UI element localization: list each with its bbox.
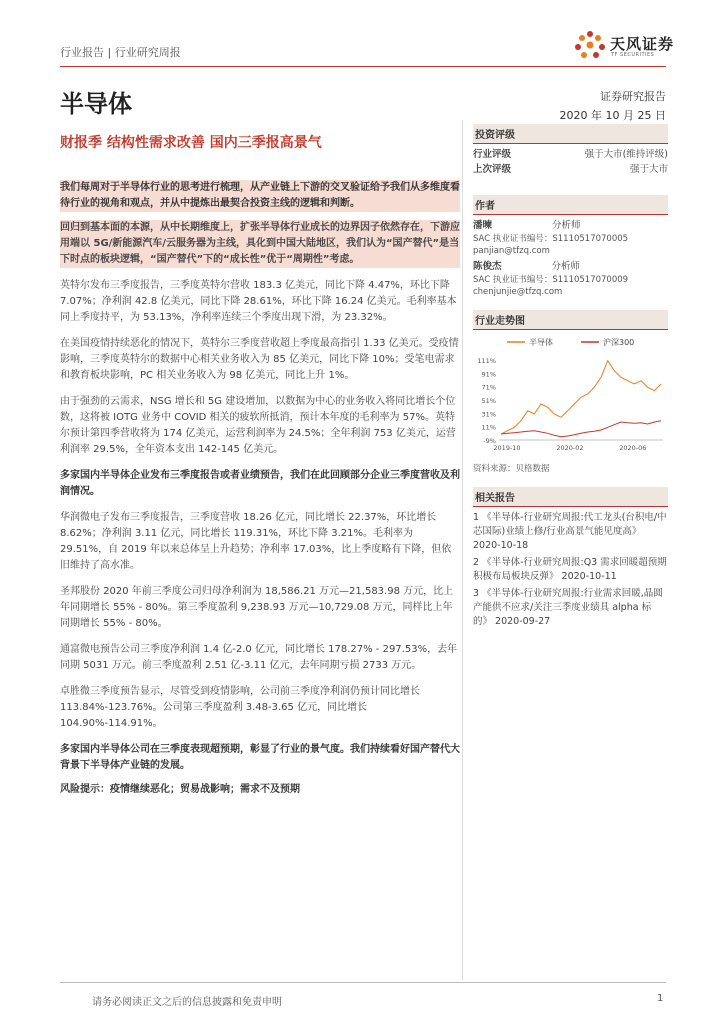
related-report-item[interactable]: 2 《半导体-行业研究周报:Q3 需求回暖超预期 积极布局板块反弹》 2020-10-11 — [473, 557, 667, 582]
y-tick-label: -9% — [483, 437, 496, 445]
y-tick-label: 11% — [481, 423, 496, 432]
author-role: 分析师 — [551, 261, 581, 272]
rating-label: 行业评级 — [473, 149, 512, 160]
author-role: 分析师 — [552, 220, 581, 231]
trend-chart — [473, 330, 668, 458]
sgmicro-paragraph: 圣邦股份 2020 年前三季度公司归母净利润为 18,586.21 万元—21,583.98 万元，比上年同期增长 55% - 80%。第三季度盈利 9,238.93 万元—10,729.08 万元，同样比上年同期增长 55% - 80%。 — [60, 586, 454, 629]
y-tick-label: 71% — [481, 383, 496, 392]
x-tick-label: 2020-02 — [556, 444, 584, 452]
report-category: 行业报告 | 行业研究周报 — [60, 46, 181, 59]
header-divider — [60, 66, 666, 67]
legend-label: 沪深300 — [603, 338, 635, 347]
y-tick-label: 91% — [481, 370, 496, 379]
author-name: 陈俊杰 — [473, 261, 502, 272]
legend-label: 半导体 — [529, 338, 553, 347]
author-heading: 作者 — [473, 195, 668, 215]
intel-outlook-paragraph: 由于强劲的云需求，NSG 增长和 5G 建设增加，以数据为中心的业务收入将同比增长个位数，这将被 IOTG 业务中 COVID 相关的疲软所抵消，预计本年度的毛利率为 57%。英特尔预计第四季营收将为 174 亿美元，运营利润率为 24.5%；全年利润 753 亿美元，运营利润率 29.5%，全年资本支出 142-145 亿美元。 — [60, 396, 456, 455]
y-tick-label: 31% — [481, 410, 496, 419]
related-report-item[interactable]: 1 《半导体-行业研究周报:代工龙头(台积电/中芯国际)业绩上修/行业高景气能见度高》 2020-10-18 — [473, 512, 667, 551]
author-sac: SAC 执业证书编号：S1110517070009 — [473, 275, 629, 285]
report-subtitle: 财报季 结构性需求改善 国内三季报高景气 — [60, 135, 322, 151]
y-tick-label: 111% — [477, 357, 496, 365]
logo-name: 天风证券 — [610, 35, 675, 53]
conclusion-paragraph: 多家国内半导体公司在三季度表现超预期，彰显了行业的景气度。我们持续看好国产替代大背景下半导体产业链的发展。 — [60, 744, 460, 771]
column-divider — [462, 120, 463, 980]
x-tick-label: 2020-06 — [619, 444, 647, 452]
intel-report-paragraph: 英特尔发布三季度报告，三季度英特尔营收 183.3 亿美元，同比下降 4.47%，环比下降 7.07%；净利润 42.8 亿美元，同比下降 28.61%，环比下降 16.24 亿美元。毛利率基本同上季度持平，为 53.13%，净利率连续三个季度出现下滑，为 23.32%。 — [60, 280, 457, 323]
rating-value: 强于大市 — [629, 164, 668, 175]
rating-row — [473, 162, 668, 177]
logo-english: TF SECURITIES — [611, 52, 655, 58]
sidebar — [473, 124, 668, 629]
intro-paragraph: 我们每周对于半导体行业的思考进行梳理，从产业链上下游的交叉验证给予我们从多维度看待行业的视角和观点，并从中提炼出最契合投资主线的逻辑和判断。 — [60, 180, 460, 212]
crmicro-paragraph: 华润微电子发布三季度报告，三季度营收 18.26 亿元，同比增长 22.37%，环比增长 8.62%；净利润 3.11 亿元，同比增长 119.31%，环比下降 3.21%。毛利率为 29.51%，自 2019 年以来总体呈上升趋势；净利率 17.03%，比上季度略有下降，但依旧维持了高水准。 — [60, 512, 452, 571]
y-tick-label: 51% — [481, 397, 496, 405]
rating-label: 上次评级 — [473, 164, 512, 175]
author-block — [473, 218, 668, 257]
maxscend-paragraph: 卓胜微三季度预告显示，尽管受到疫情影响，公司前三季度净利润仍预计同比增长 113.84%-123.76%。公司第三季度盈利 3.48-3.65 亿元，同比增长 104.90%-114.91%。 — [60, 686, 420, 729]
chart-heading: 行业走势图 — [473, 310, 668, 330]
author-block — [473, 259, 668, 298]
related-report-item[interactable]: 3 《半导体-行业研究周报:行业需求回暖,晶圆产能供不应求/关注三季度业绩具 alpha 标的》 2020-09-27 — [473, 588, 663, 627]
author-email[interactable]: panjian@tfzq.com — [473, 246, 550, 256]
related-list — [473, 511, 668, 629]
related-heading: 相关报告 — [473, 487, 668, 507]
author-email[interactable]: chenjunjie@tfzq.com — [473, 287, 563, 297]
page-number: 1 — [657, 993, 664, 1004]
footer-disclaimer[interactable]: 请务必阅读正文之后的信息披露和免责申明 — [92, 997, 282, 1008]
author-name: 潘暕 — [473, 220, 493, 231]
main-body — [60, 180, 460, 798]
footer-divider — [60, 982, 666, 983]
series-line — [501, 421, 661, 437]
tfme-paragraph: 通富微电预告公司三季度净利润 1.4 亿-2.0 亿元，同比增长 178.27% - 297.53%，去年同期 5031 万元。前三季度盈利 2.51 亿-3.11 亿元，去年同期亏损 2733 万元。 — [60, 644, 458, 671]
rating-heading: 投资评级 — [473, 124, 668, 144]
report-type: 证券研究报告 — [600, 90, 666, 103]
fundamental-paragraph: 回归到基本面的本源，从中长期维度上，扩张半导体行业成长的边界因子依然存在，下游应用端以 5G/新能源汽车/云服务器为主线，具化到中国大陆地区，我们认为“国产替代”是当下时点的板块逻辑，“国产替代”下的“成长性”优于“周期性”考虑。 — [60, 220, 460, 268]
sector-title: 半导体 — [60, 90, 132, 118]
risk-paragraph: 风险提示：疫情继续恶化；贸易战影响；需求不及预期 — [60, 784, 300, 795]
rating-row — [473, 147, 668, 162]
chart-source: 资料来源：贝格数据 — [473, 464, 550, 474]
domestic-intro-paragraph: 多家国内半导体企业发布三季度报告或者业绩预告，我们在此回顾部分企业三季度营收及利润情况。 — [60, 470, 460, 497]
x-tick-label: 2019-10 — [493, 444, 521, 452]
report-date: 2020 年 10 月 25 日 — [559, 109, 666, 122]
intel-covid-paragraph: 在美国疫情持续恶化的情况下，英特尔三季度营收超上季度最高指引 1.33 亿美元。受疫情影响，三季度英特尔的数据中心相关业务收入为 85 亿美元，同比下降 10%；受笔电需求和教育板块影响，PC 相关业务收入为 98 亿美元，同比上升 1%。 — [60, 338, 459, 381]
rating-value: 强于大市(维持评级) — [584, 149, 668, 160]
author-sac: SAC 执业证书编号：S1110517070005 — [473, 234, 629, 244]
